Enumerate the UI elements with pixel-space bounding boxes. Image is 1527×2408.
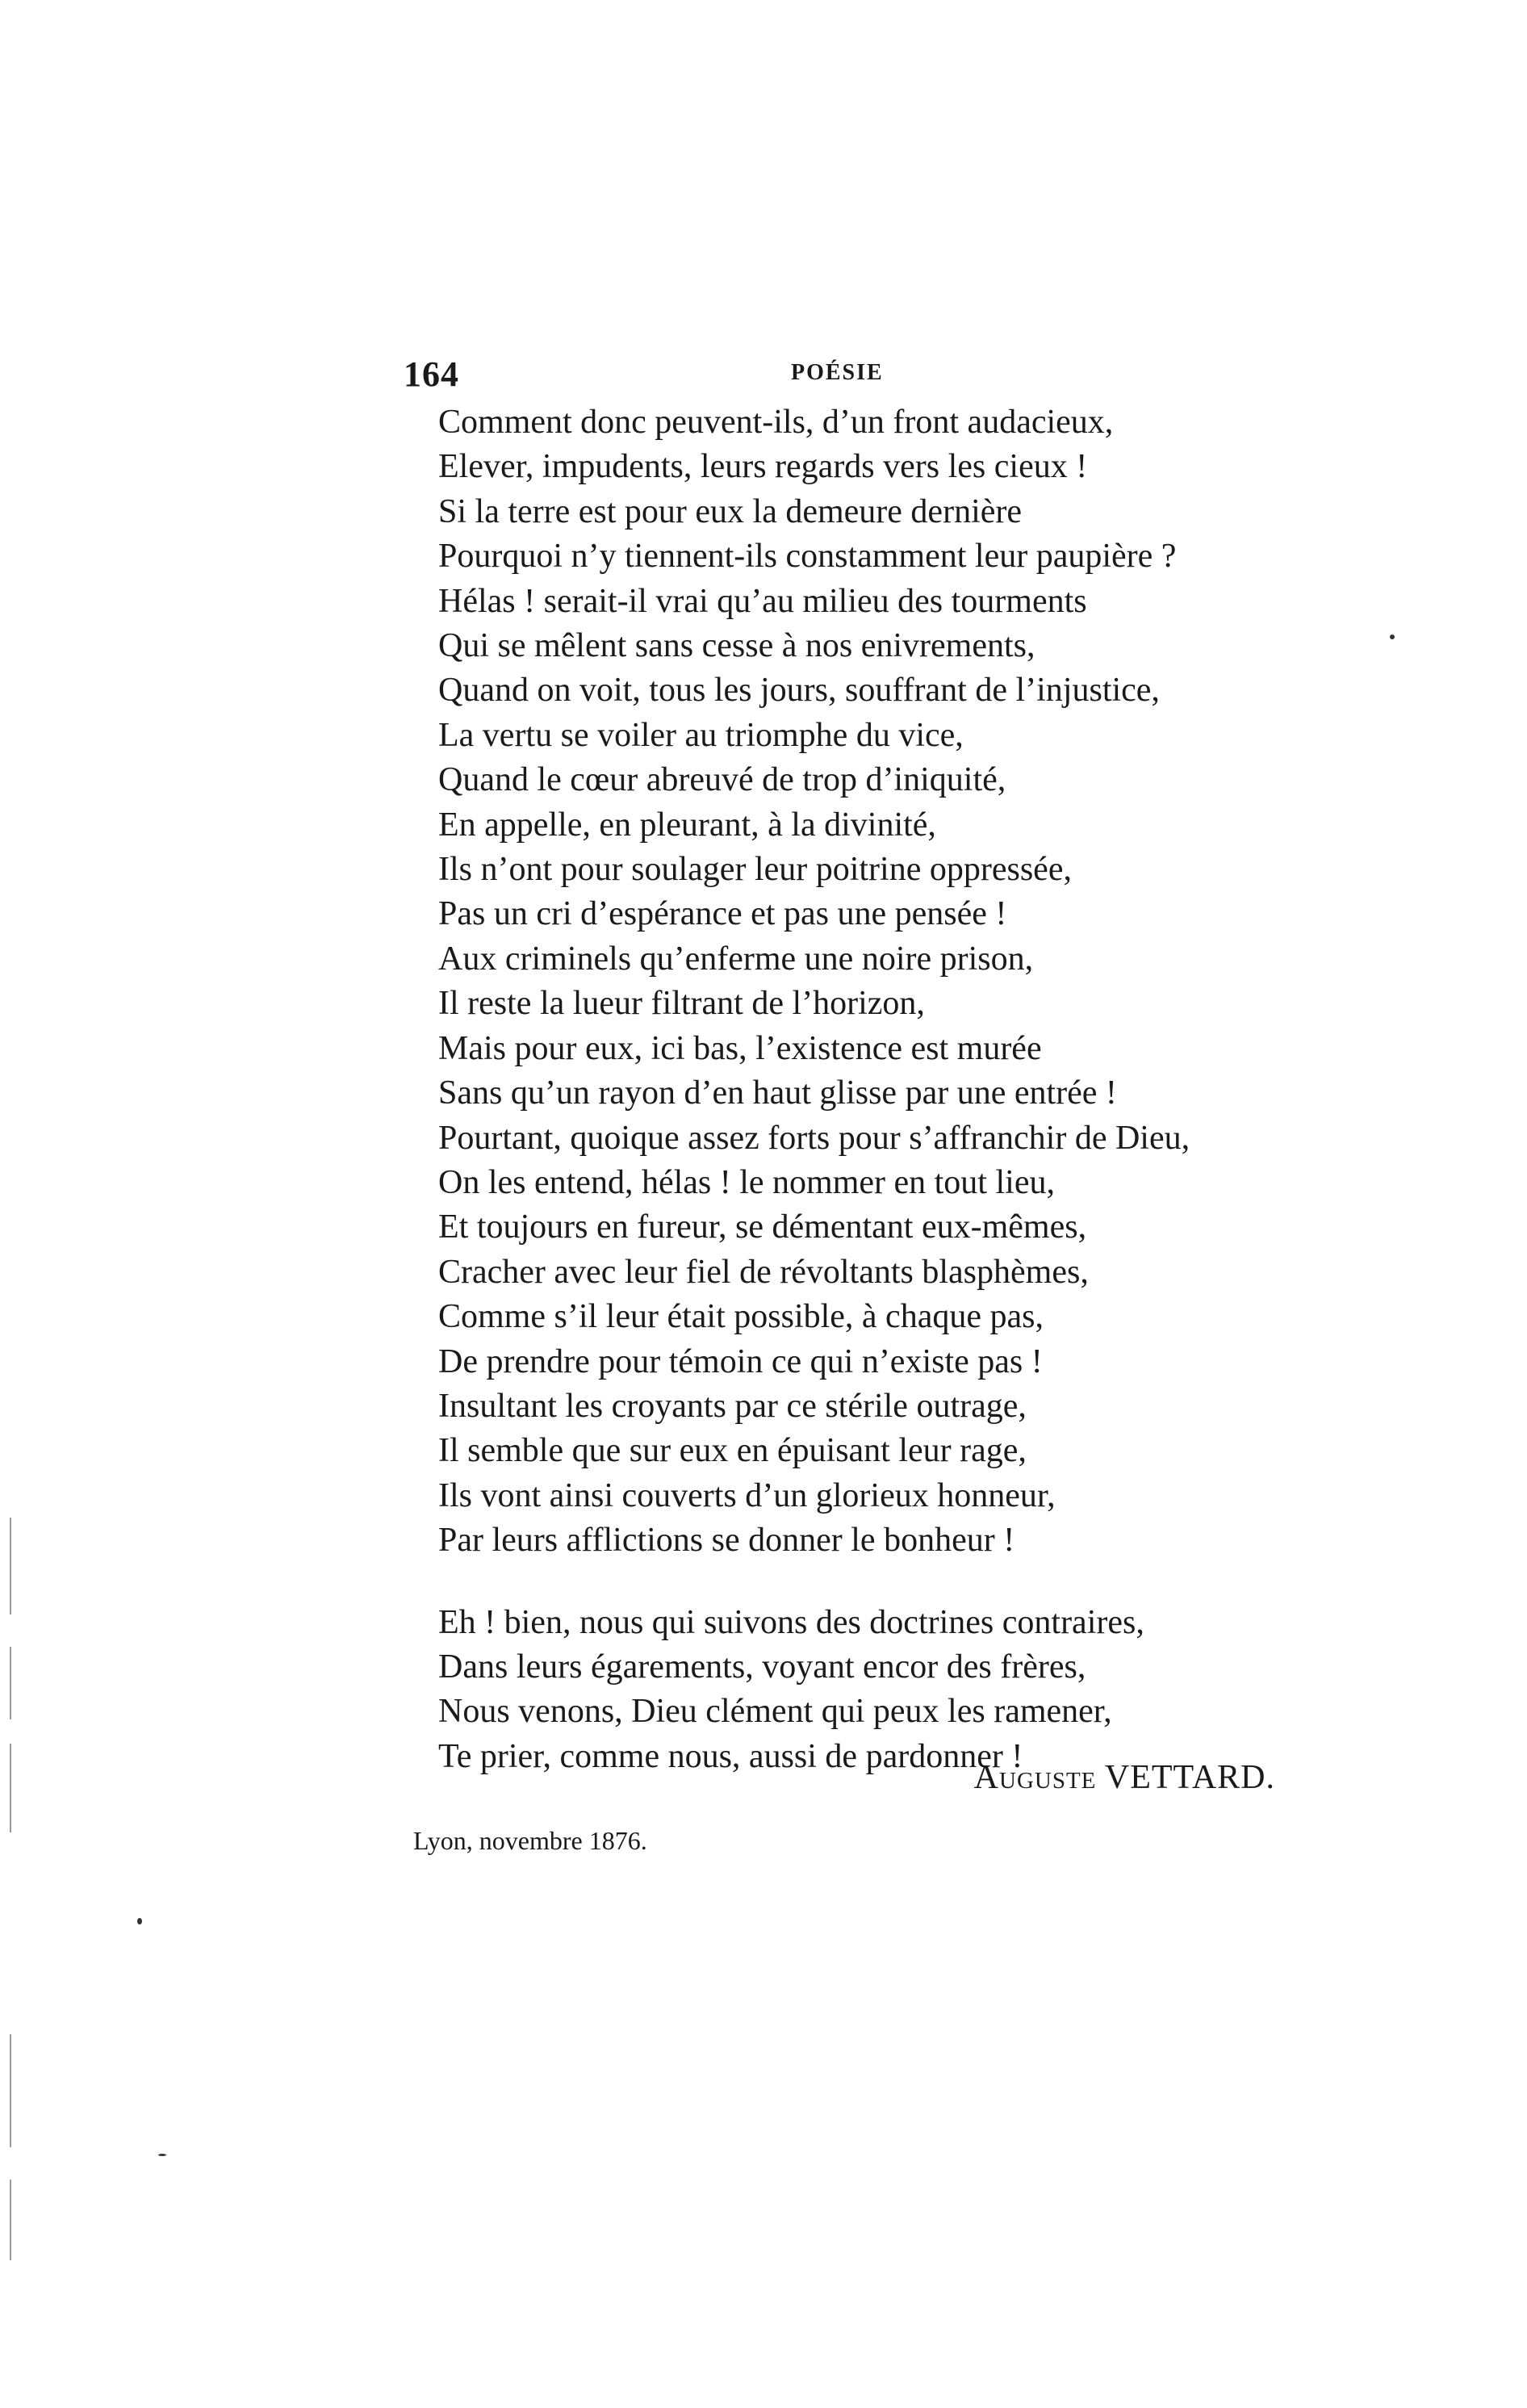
author-last-name: VETTARD. [1104, 1759, 1275, 1796]
verse-line: Cracher avec leur fiel de révoltants blasphèmes, [438, 1253, 1089, 1291]
scan-edge-mark [10, 1518, 11, 1614]
stanza-1 [438, 400, 1326, 1564]
verse-line: Ils vont ainsi couverts d’un glorieux honneur, [438, 1476, 1056, 1514]
verse-line: Pourquoi n’y tiennent-ils constamment leur paupière ? [438, 538, 1177, 576]
verse-line: Insultant les croyants par ce stérile outrage, [438, 1387, 1027, 1425]
author-signature [920, 1758, 1275, 1797]
scan-edge-mark [10, 2034, 11, 2147]
stanza-2 [438, 1601, 1326, 1780]
stanza-break [438, 1564, 1326, 1601]
verse-line: La vertu se voiler au triomphe du vice, [438, 716, 964, 754]
verse-line: Nous venons, Dieu clément qui peux les ramener, [438, 1693, 1112, 1731]
verse-line: On les entend, hélas ! le nommer en tout lieu, [438, 1163, 1055, 1201]
poem [438, 400, 1326, 1779]
verse-line: Comme s’il leur était possible, à chaque pas, [438, 1298, 1044, 1336]
place-and-date: Lyon, novembre 1876. [413, 1826, 647, 1855]
scan-edge-mark [10, 1744, 11, 1832]
page-number: 164 [404, 354, 459, 394]
verse-line: Elever, impudents, leurs regards vers les cieux ! [438, 448, 1088, 486]
scan-edge-mark [10, 1647, 11, 1719]
verse-line: De prendre pour témoin ce qui n’existe pas ! [438, 1342, 1043, 1380]
verse-line: Par leurs afflictions se donner le bonheur ! [438, 1522, 1015, 1560]
author-first-name: Auguste [973, 1759, 1097, 1796]
verse-line: Pas un cri d’espérance et pas une pensée ! [438, 895, 1007, 933]
verse-line: Dans leurs égarements, voyant encor des frères, [438, 1648, 1086, 1686]
verse-line: Mais pour eux, ici bas, l’existence est murée [438, 1029, 1042, 1067]
running-head [404, 354, 1243, 402]
verse-line: Il semble que sur eux en épuisant leur rage, [438, 1432, 1027, 1470]
scan-speck [137, 1918, 142, 1924]
verse-line: Sans qu’un rayon d’en haut glisse par une entrée ! [438, 1074, 1117, 1112]
running-title: POÉSIE [791, 360, 884, 385]
verse-line: Il reste la lueur filtrant de l’horizon, [438, 985, 925, 1023]
verse-line: Ils n’ont pour soulager leur poitrine oppressée, [438, 851, 1072, 889]
verse-line: Si la terre est pour eux la demeure dernière [438, 492, 1023, 530]
verse-line: Te prier, comme nous, aussi de pardonner ! [438, 1737, 1023, 1775]
verse-line: Qui se mêlent sans cesse à nos enivrements, [438, 627, 1035, 665]
scan-speck [158, 2154, 166, 2156]
scan-edge-mark [10, 2180, 11, 2260]
verse-line: Aux criminels qu’enferme une noire prison, [438, 940, 1034, 978]
verse-line: Quand on voit, tous les jours, souffrant de l’injustice, [438, 672, 1160, 710]
verse-line: Pourtant, quoique assez forts pour s’affranchir de Dieu, [438, 1119, 1190, 1157]
verse-line: Eh ! bien, nous qui suivons des doctrines contraires, [438, 1603, 1144, 1641]
scan-speck [1390, 634, 1395, 639]
verse-line: Hélas ! serait-il vrai qu’au milieu des tourments [438, 582, 1087, 620]
verse-line: Et toujours en fureur, se démentant eux-mêmes, [438, 1208, 1087, 1246]
verse-line: En appelle, en pleurant, à la divinité, [438, 806, 936, 844]
verse-line: Comment donc peuvent-ils, d’un front audacieux, [438, 404, 1114, 441]
verse-line: Quand le cœur abreuvé de trop d’iniquité, [438, 761, 1006, 799]
